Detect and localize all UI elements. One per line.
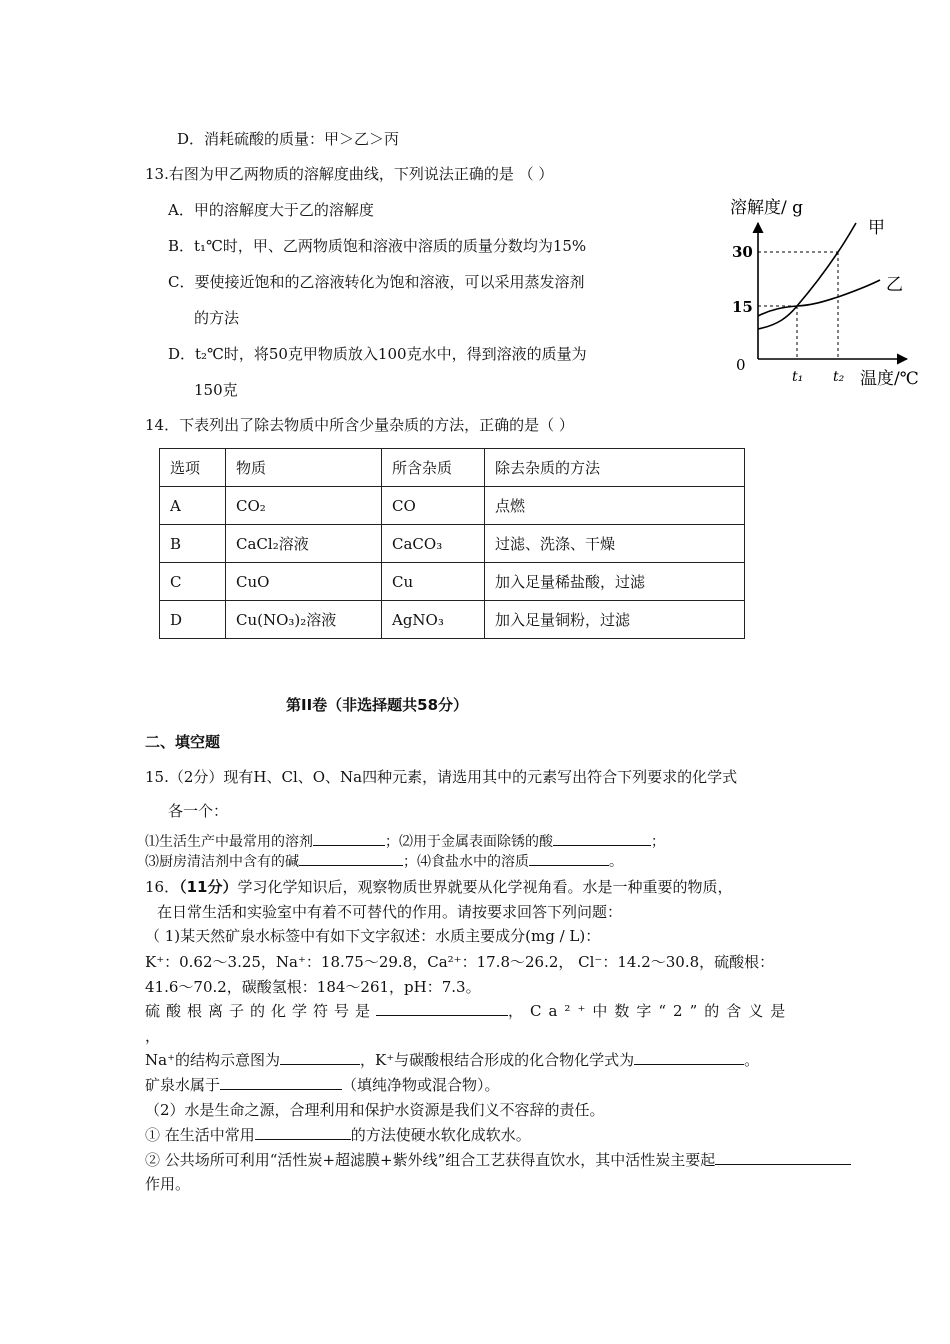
table-row [160,563,745,601]
table-cell: B [160,525,226,563]
table-cell: CaCl₂溶液 [226,525,382,563]
y-tick-30: 30 [732,243,753,261]
table-cell: 加入足量稀盐酸，过滤 [485,563,745,601]
q16-label-line-1: K⁺：0.62～3.25，Na⁺：18.75～29.8，Ca²⁺：17.8～26.2， Cl⁻：14.2～30.8，硫酸根： [145,953,775,971]
table-cell: 加入足量铜粉，过滤 [485,601,745,639]
solubility-chart [720,185,935,400]
q16-mineral-water-question [145,1074,500,1095]
table-cell: Cu [382,563,485,601]
q16-label-line-2: 41.6～70.2，碳酸氢根：184～261，pH：7.3。 [145,978,481,996]
q15-item-2-end: ； [651,834,665,850]
q13-option-d: D．t₂℃时，将50克甲物质放入100克水中，得到溶液的质量为 [168,345,587,363]
q15-item-4-end: 。 [609,854,623,870]
q16-carbon-prompt: ② 公共场所可利用“活性炭+超滤膜+紫外线”组合工艺获得直饮水，其中活性炭主要起 [145,1151,716,1169]
chart-xlabel: 温度/℃ [860,369,919,389]
table-cell: CO₂ [226,487,382,525]
q15-item-1: ⑴生活生产中最常用的溶剂 [145,834,313,850]
q16-mineral-prompt: 矿泉水属于 [145,1076,221,1094]
table-header-cell: 选项 [160,449,226,487]
section-title: 二、填空题 [145,733,221,751]
x-tick-t1: t₁ [792,369,804,385]
q16-stem [145,876,732,897]
q16-carbon-end: 作用。 [145,1175,191,1193]
q16-potassium-prompt: ，K⁺与碳酸根结合形成的化合物化学式为 [360,1051,635,1069]
answer-blank[interactable] [220,1075,342,1090]
q15-stem-cont: 各一个： [168,802,229,820]
table-cell: CuO [226,563,382,601]
series-yi-label: 乙 [886,275,903,295]
q16-stem-cont: 在日常生活和实验室中有着不可替代的作用。请按要求回答下列问题： [157,903,623,921]
q16-sodium-prompt: Na⁺的结构示意图为 [145,1051,280,1069]
answer-blank[interactable] [255,1125,351,1140]
q16-part-1-intro: （ 1)某天然矿泉水标签中有如下文字叙述：水质主要成分(mg / L)： [145,927,601,945]
x-tick-t2: t₂ [833,369,845,385]
table-cell: 过滤、洗涤、干燥 [485,525,745,563]
table-cell: AgNO₃ [382,601,485,639]
table-header-cell: 除去杂质的方法 [485,449,745,487]
chart-ylabel: 溶解度/ g [730,198,804,218]
answer-blank[interactable] [376,1001,508,1016]
q16-carbon-question [145,1149,851,1170]
q13-option-d-cont: 150克 [194,381,238,399]
q16-stem-text: 学习化学知识后，观察物质世界就要从化学视角看。水是一种重要的物质， [237,878,733,896]
q16-hard-water-question [145,1124,531,1145]
answer-blank[interactable] [553,831,651,846]
table-cell: A [160,487,226,525]
answer-blank[interactable] [529,851,609,866]
q15-line-1 [145,831,665,851]
answer-blank[interactable] [313,831,385,846]
table-row [160,487,745,525]
table-row [160,525,745,563]
table-header-cell: 物质 [226,449,382,487]
q15-item-3: ⑶厨房清洁剂中含有的碱 [145,854,299,870]
q16-sulfate-question [145,1000,792,1021]
q13-option-c-cont: 的方法 [194,309,240,327]
q15-item-4: ；⑷食盐水中的溶质 [403,854,529,870]
q16-comma: ， [145,1027,161,1045]
q15-item-2: ；⑵用于金属表面除锈的酸 [385,834,553,850]
answer-blank[interactable] [280,1050,360,1065]
q16-hard-water-end: 的方法使硬水软化成软水。 [350,1126,531,1144]
q16-sulfate-prompt: 硫酸根离子的化学符号是 [145,1002,377,1020]
answer-blank[interactable] [715,1150,851,1165]
q13-option-b: B．t₁℃时，甲、乙两物质饱和溶液中溶质的质量分数均为15% [168,237,587,255]
q16-hard-water-prompt: ① 在生活中常用 [145,1126,255,1144]
table-cell: C [160,563,226,601]
y-tick-15: 15 [732,298,753,316]
table-cell: CaCO₃ [382,525,485,563]
q13-stem: 13.右图为甲乙两物质的溶解度曲线，下列说法正确的是 （ ） [145,165,554,183]
answer-blank[interactable] [299,851,403,866]
q15-stem: 15.（2分）现有H、Cl、O、Na四种元素，请选用其中的元素写出符合下列要求的化学式 [145,768,738,786]
table-cell: D [160,601,226,639]
q15-line-2 [145,851,623,871]
q16-sodium-question [145,1049,759,1070]
q16-part-2-intro: （2）水是生命之源，合理利用和保护水资源是我们义不容辞的责任。 [145,1101,605,1119]
q12-option-d: D．消耗硫酸的质量：甲＞乙＞丙 [177,130,400,148]
part-two-title: 第II卷（非选择题共58分） [286,696,469,714]
table-row [160,601,745,639]
table-header-cell: 所含杂质 [382,449,485,487]
q14-stem: 14．下表列出了除去物质中所含少量杂质的方法，正确的是（ ） [145,416,574,434]
chart-origin-label: 0 [736,356,746,374]
table-header-row [160,449,745,487]
answer-blank[interactable] [634,1050,744,1065]
q16-sodium-end: 。 [744,1051,760,1069]
q13-option-a: A．甲的溶解度大于乙的溶解度 [168,201,374,219]
impurity-table [159,448,745,639]
q16-number: 16． [145,878,180,896]
table-cell: CO [382,487,485,525]
series-jia-label: 甲 [868,218,885,238]
table-cell: Cu(NO₃)₂溶液 [226,601,382,639]
q16-calcium-prompt: ，Ca²⁺中数字“2”的含义是 [508,1002,793,1020]
q13-option-c: C．要使接近饱和的乙溶液转化为饱和溶液，可以采用蒸发溶剂 [168,273,585,291]
q16-score: （11分） [179,878,238,896]
series-yi-curve [758,280,880,316]
q16-mineral-hint: （填纯净物或混合物）。 [342,1076,500,1094]
series-jia-curve [758,223,856,329]
table-cell: 点燃 [485,487,745,525]
